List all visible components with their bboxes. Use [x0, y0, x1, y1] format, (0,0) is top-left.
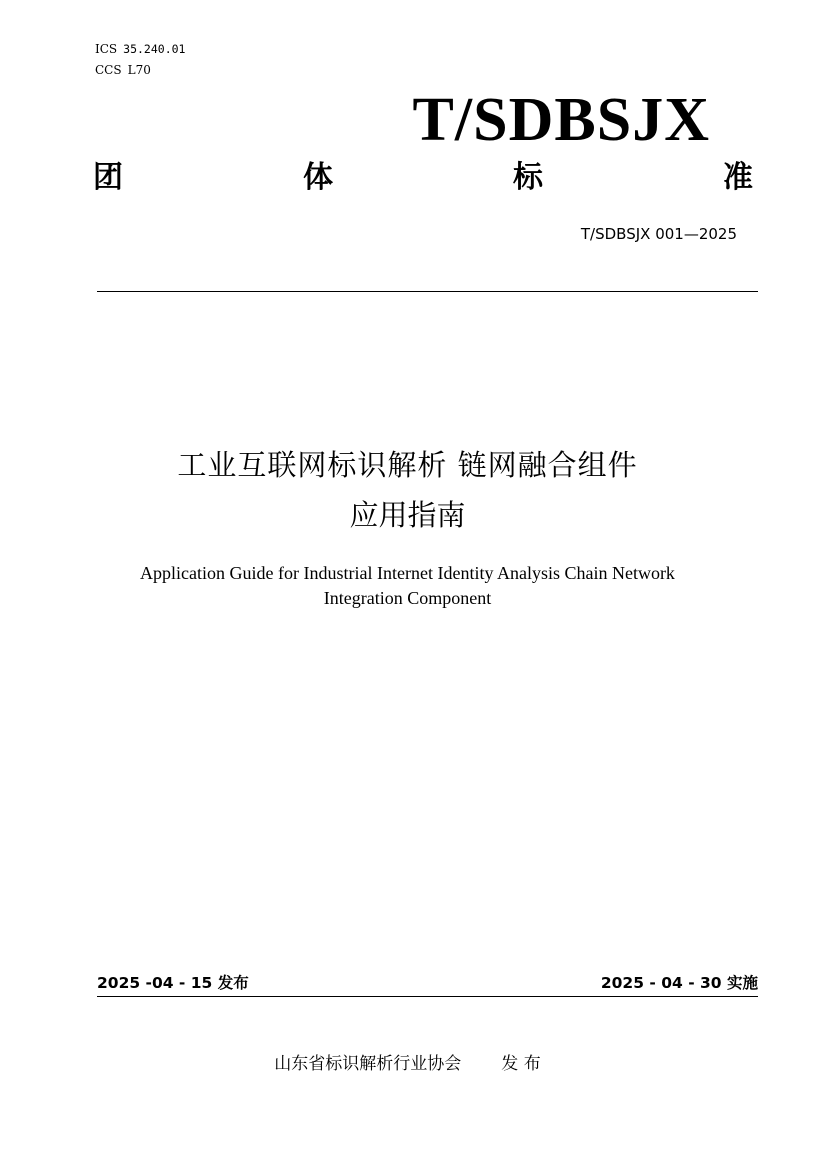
ccs-code: [95, 60, 185, 81]
top-divider: [97, 291, 758, 292]
standard-code-heading: T/SDBSJX: [412, 86, 710, 154]
standard-type-char: 体: [303, 160, 333, 195]
english-title-line-2: Integration Component: [323, 588, 492, 608]
english-title-line-1: Application Guide for Industrial Internet Identity Analysis Chain Network: [140, 563, 675, 583]
ics-value: 35.240.01: [123, 42, 186, 56]
chinese-title-line-2: 应用指南: [349, 498, 466, 532]
publisher-name: 山东省标识解析行业协会: [274, 1054, 462, 1074]
publish-action: 发 布: [501, 1054, 541, 1074]
issue-date: 2025 -04 - 15 发布: [97, 974, 249, 992]
ics-label: ICS: [95, 42, 118, 56]
implementation-date: 2025 - 04 - 30 实施: [600, 974, 758, 992]
standard-type-char: 准: [723, 160, 753, 195]
classification-codes: [95, 39, 185, 81]
ccs-label: CCS: [95, 63, 122, 77]
ics-code: [95, 39, 185, 60]
chinese-title-line-1: 工业互联网标识解析 链网融合组件: [177, 448, 638, 482]
ccs-value: L70: [127, 63, 151, 77]
standard-type-char: 团: [93, 160, 123, 195]
standard-number: T/SDBSJX 001—2025: [580, 225, 737, 243]
standard-type-heading: [93, 158, 753, 198]
publisher-line: [0, 1052, 815, 1076]
standard-type-char: 标: [513, 160, 543, 195]
bottom-divider: [97, 996, 758, 997]
